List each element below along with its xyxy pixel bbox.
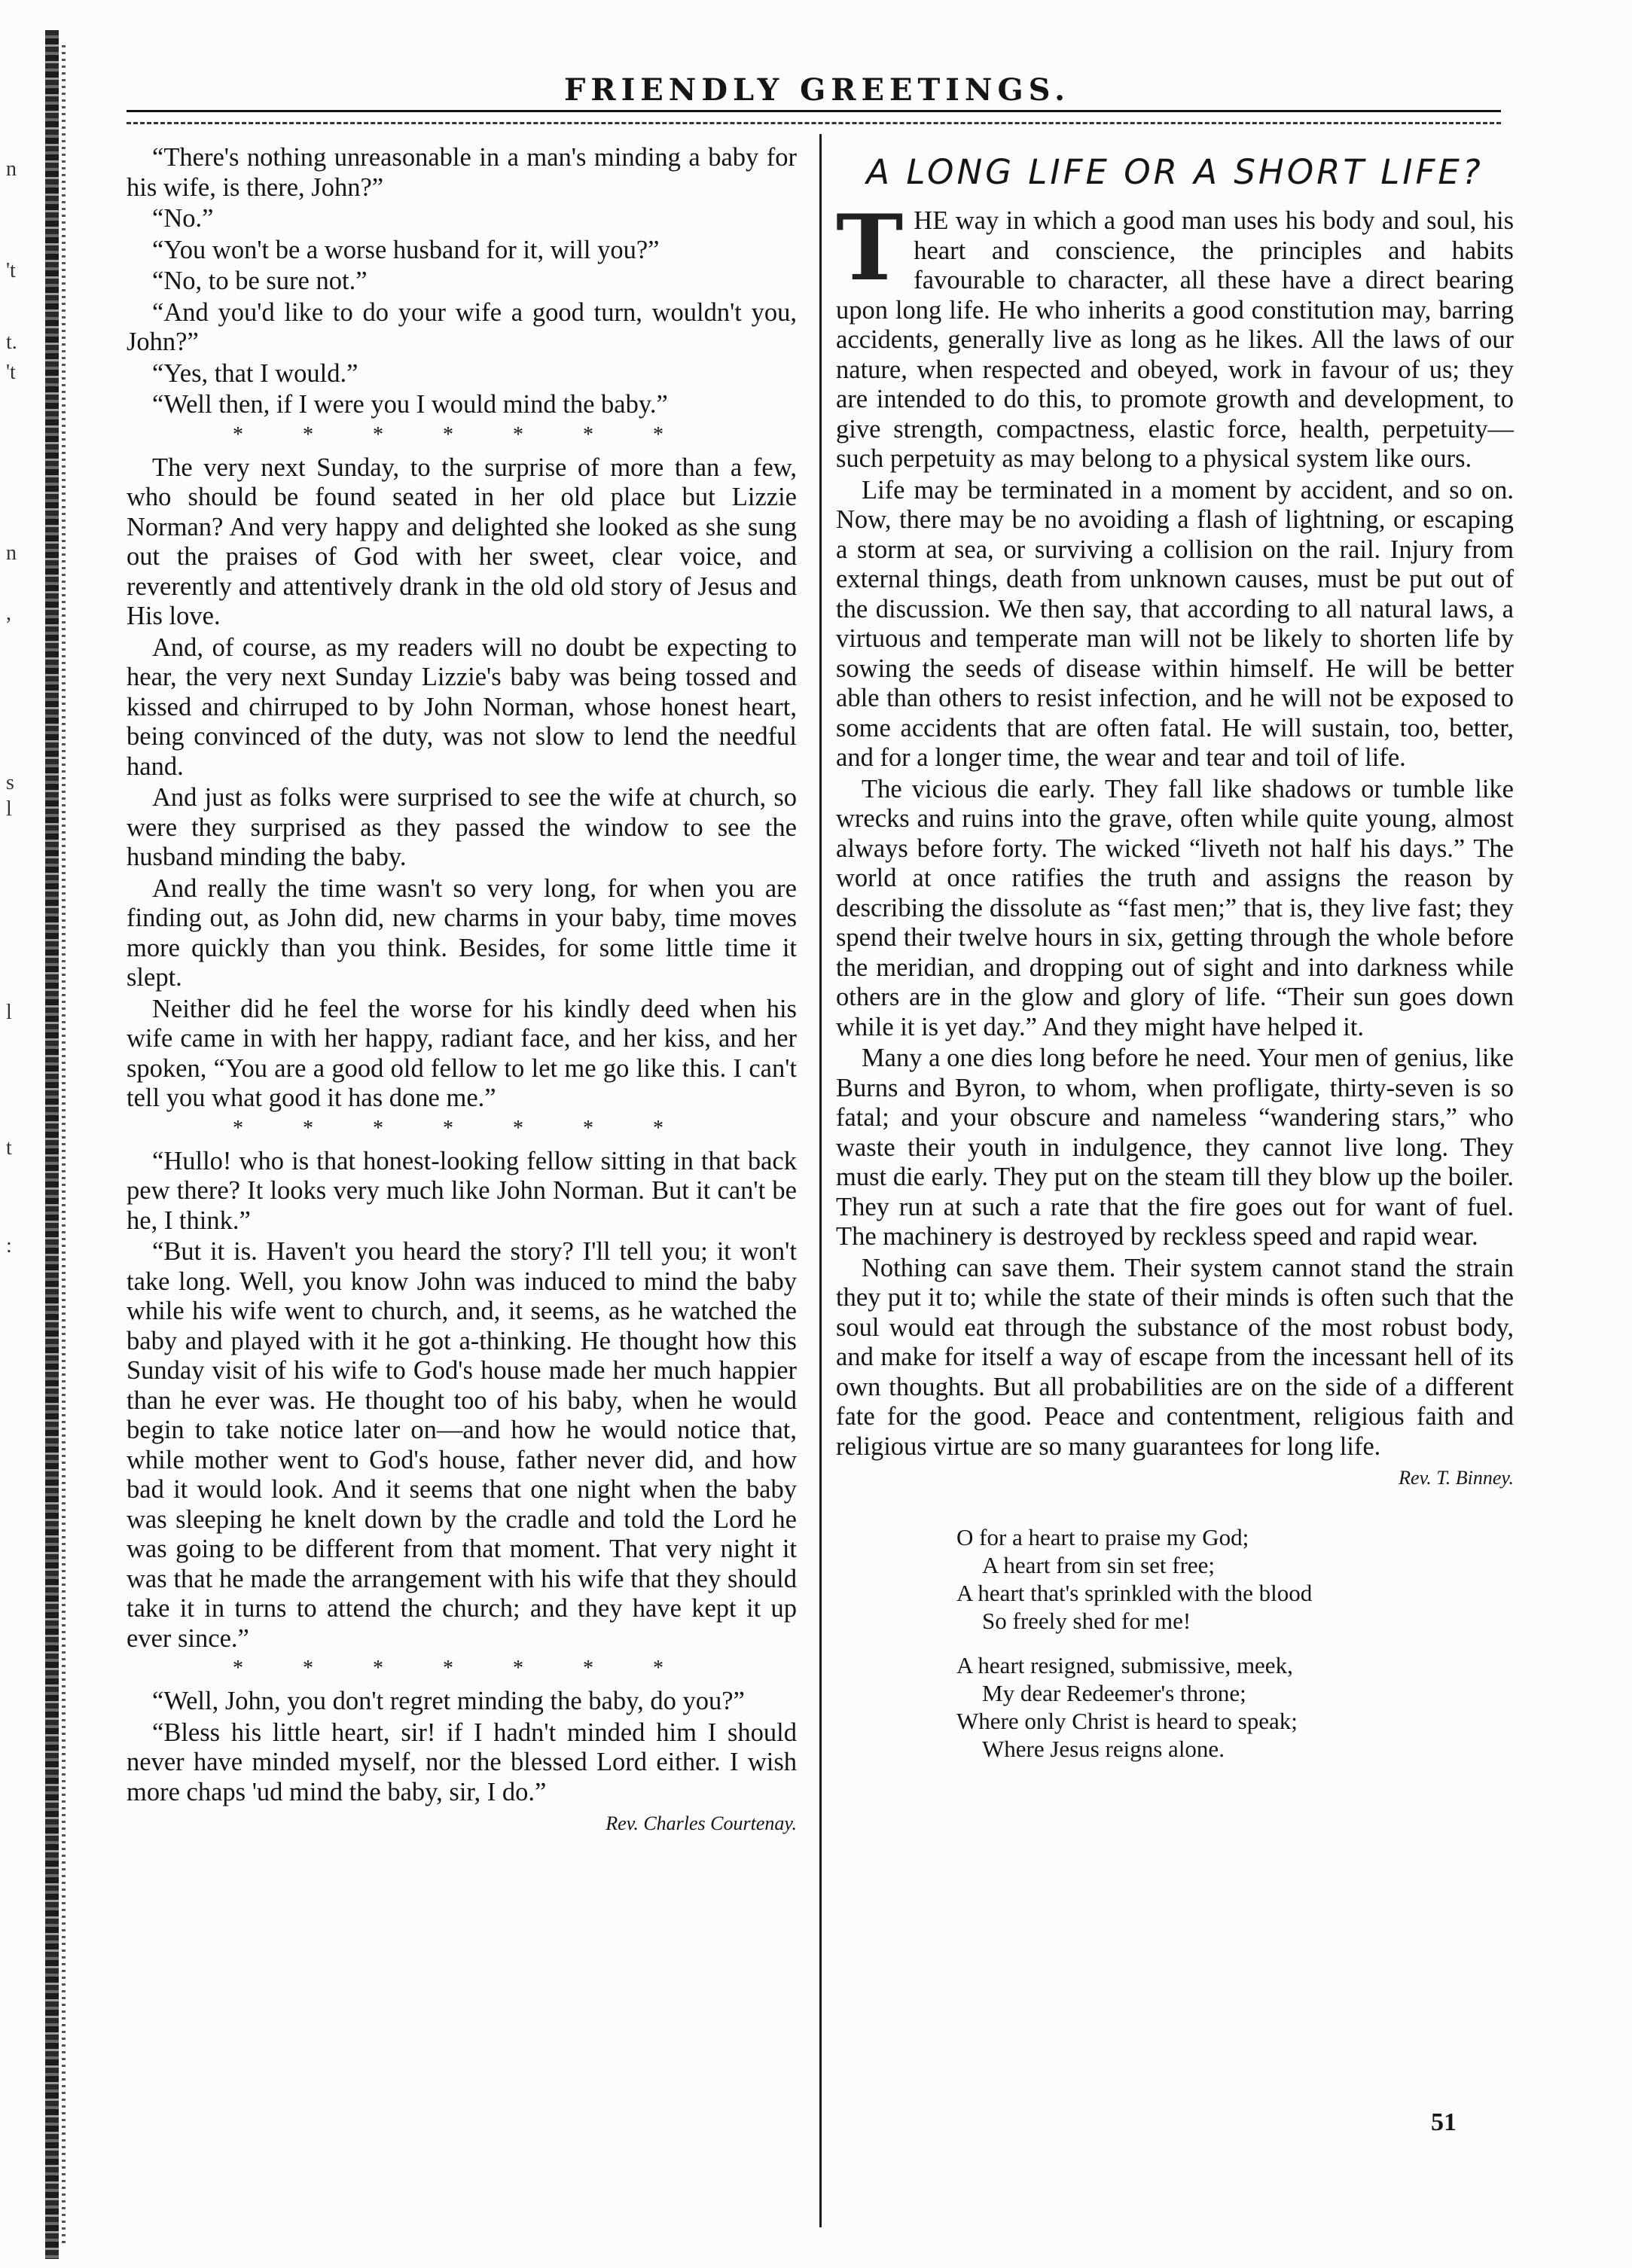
paragraph: Life may be terminated in a moment by accident, and so on. Now, there may be no avoiding a flash of lightning, or escaping a storm at sea, or surviving a collision on the rail. Injury from external things, death from unknown causes, must be put out of the discussion. We then say, that according to all natural laws, a virtuous and temperate man will not be likely to shorten life by sowing the seeds of disease within himself. He will be better able than others to resist infection, and he will not be exposed to some accidents that are often fatal. He will sustain, too, better, and for a longer time, the wear and tear and toil of life. <box>836 475 1514 772</box>
running-header: FRIENDLY GREETINGS. <box>563 72 1071 108</box>
margin-fragment: l <box>6 1001 12 1024</box>
margin-fragment: 't <box>6 259 16 282</box>
margin-fragment: : <box>6 1234 12 1257</box>
margin-fragment: t. <box>6 331 17 354</box>
paragraph: And really the time wasn't so very long, for when you are finding out, as John did, new charms in your baby, time moves more quickly than you think. Besides, for some little time it slept. <box>127 873 797 992</box>
section-break-stars: * * * * * * * <box>233 1657 691 1680</box>
paragraph: “No.” <box>152 204 214 233</box>
drop-cap-letter: T <box>836 195 904 301</box>
stanza <box>956 1651 1514 1763</box>
paragraph: “Hullo! who is that honest-looking fellow sitting in that back pew there? It looks very much like John Norman. But it can't be he, I think.” <box>127 1146 797 1235</box>
header-rule <box>127 110 1501 115</box>
paragraph: “But it is. Haven't you heard the story? I'll tell you; it won't take long. Well, you know John was induced to mind the baby while his wife went to church, and, it seems, as he watched the baby and played with it he got a-thinking. He thought how this Sunday visit of his wife to God's house made her much happier than he ever was. He thought too of his baby, when he would begin to take notice later on—and how he would notice that, while mother went to God's house, father never did, and how bad it would look. And it seems that one night when the baby was sleeping he knelt down by the cradle and told the Lord he was going to be different from that moment. That very night it was that he made the arrangement with his wife that they should take it in turns to attend the church; and they have kept it up ever since.” <box>127 1237 797 1653</box>
paragraph: “Well then, if I were you I would mind the baby.” <box>152 390 668 419</box>
column-divider <box>819 134 822 2227</box>
paragraph: And just as folks were surprised to see the wife at church, so were they surprised as they passed the window to see the husband minding the baby. <box>127 783 797 871</box>
paragraph: “Bless his little heart, sir! if I hadn't minded him I should never have minded myself, nor the blessed Lord either. I wish more chaps 'ud mind the baby, sir, I do.” <box>127 1718 797 1806</box>
paragraph: The vicious die early. They fall like shadows or tumble like wrecks and ruins into the grave, often while quite young, almost always before forty. The wicked “liveth not half his days.” The world at once ratifies the truth and assigns the reason by describing the dissolute as “fast men;” that is, they live fast; they spend their twelve hours in six, getting through the whole before the meridian, and dropping out of sight and into darkness while others are in the glow and glory of life. “Their sun goes down while it is yet day.” And they might have helped it. <box>836 774 1514 1041</box>
opening-paragraph-text: HE way in which a good man uses his body and soul, his heart and conscience, the principles and habits favourable to character, all these have a direct bearing upon long life. He who inherits a good constitution may, barring accidents, generally live as long as he likes. All the laws of our nature, when respected and obeyed, work in favour of us; they are intended to do this, to promote growth and development, to give strength, compactness, elastic force, health, perpetuity—such perpetuity as may belong to a physical system like ours. <box>836 206 1514 473</box>
binding-edge <box>62 45 66 2244</box>
margin-fragment: s <box>6 771 14 794</box>
verse-line: A heart from sin set free; <box>982 1551 1216 1578</box>
margin-fragment: 't <box>6 361 16 384</box>
paragraph: “No, to be sure not.” <box>152 267 368 295</box>
margin-fragment: n <box>6 157 17 181</box>
paragraph: And, of course, as my readers will no doubt be expecting to hear, the very next Sunday Lizzie's baby was being tossed and kissed and chirruped to by John Norman, whose honest heart, being convinced of the duty, was not slow to lend the needful hand. <box>127 633 797 781</box>
margin-fragment: n <box>6 541 17 565</box>
right-column <box>836 143 1514 1779</box>
page-number: 51 <box>1431 2108 1457 2136</box>
author-signature: Rev. Charles Courtenay. <box>606 1812 797 1834</box>
paragraph: The very next Sunday, to the surprise of more than a few, who should be found seated in her old place but Lizzie Norman? And very happy and delighted she looked as she sung out the praises of God with her sweet, clear voice, and reverently and attentively drank in the old old story of Jesus and His love. <box>127 453 797 630</box>
hymn-verse <box>956 1523 1514 1763</box>
verse-line: My dear Redeemer's throne; <box>982 1679 1246 1706</box>
section-break-stars: * * * * * * * <box>233 422 691 447</box>
paragraph: Many a one dies long before he need. Your men of genius, like Burns and Byron, to whom, when profligate, thirty-seven is so fatal; and your obscure and nameless “wandering stars,” who waste their youth in indulgence, they cannot live long. They must die early. They put on the steam till they blow up the boiler. They run at such a rate that the fire goes out for want of fuel. The machinery is destroyed by reckless speed and rapid wear. <box>836 1044 1514 1251</box>
paragraph: Neither did he feel the worse for his kindly deed when his wife came in with her happy, radiant face, and her kiss, and her spoken, “You are a good old fellow to let me go like this. I can't tell you what good it has done me.” <box>127 994 797 1112</box>
paragraph: “You won't be a worse husband for it, will you?” <box>152 235 660 264</box>
verse-line: A heart that's sprinkled with the blood <box>956 1579 1313 1606</box>
header-rule-dashed <box>127 122 1501 124</box>
verse-line: So freely shed for me! <box>982 1607 1191 1634</box>
paragraph: “And you'd like to do your wife a good turn, wouldn't you, John?” <box>127 297 797 356</box>
verse-line: O for a heart to praise my God; <box>956 1523 1249 1550</box>
facing-page-margin-fragments <box>0 0 42 2268</box>
paragraph: “Yes, that I would.” <box>152 358 358 388</box>
paragraph: “There's nothing unreasonable in a man's minding a baby for his wife, is there, John?” <box>127 143 797 202</box>
margin-fragment: t <box>6 1136 12 1160</box>
verse-line: A heart resigned, submissive, meek, <box>956 1651 1293 1678</box>
article-title: A LONG LIFE OR A SHORT LIFE? <box>866 152 1484 192</box>
margin-fragment: , <box>6 602 11 625</box>
verse-line: Where Jesus reigns alone. <box>982 1735 1225 1762</box>
section-break-stars: * * * * * * * <box>233 1116 691 1140</box>
left-column <box>127 143 797 1839</box>
paragraph: Nothing can save them. Their system cannot stand the strain they put it to; while the state of their minds is often such that the soul would eat through the substance of the most robust body, and make for itself a way of escape from the incessant hell of its own thoughts. But all probabilities are on the side of a different fate for the good. Peace and contentment, religious faith and religious virtue are so many guarantees for long life. <box>836 1253 1514 1461</box>
paragraph: “Well, John, you don't regret minding the baby, do you?” <box>152 1687 745 1715</box>
opening-paragraph <box>836 195 1514 474</box>
verse-line: Where only Christ is heard to speak; <box>956 1707 1298 1734</box>
binding-gutter <box>45 30 59 2259</box>
stanza <box>956 1523 1514 1635</box>
margin-fragment: l <box>6 797 12 821</box>
author-signature: Rev. T. Binney. <box>1399 1467 1514 1489</box>
